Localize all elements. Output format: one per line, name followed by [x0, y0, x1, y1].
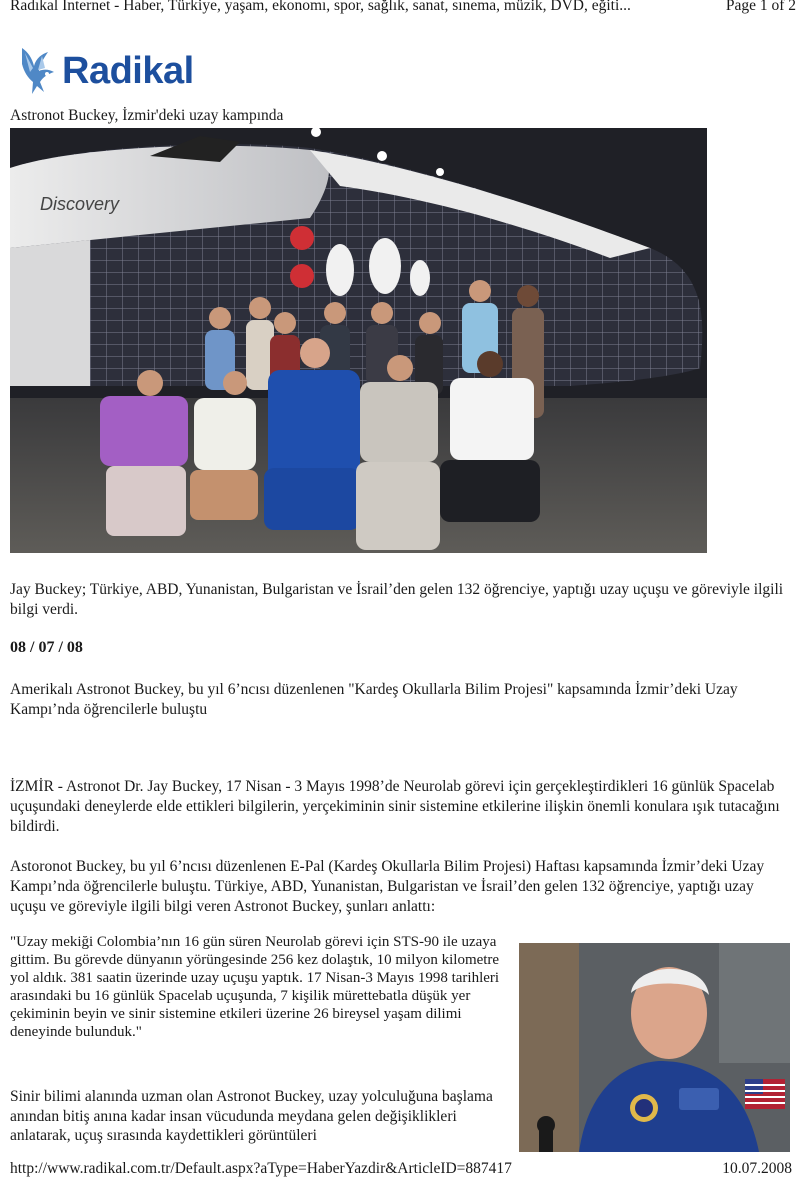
- logo-wordmark: Radikal: [62, 50, 194, 92]
- article-lead: Amerikalı Astronot Buckey, bu yıl 6’ncısı düzenlenen "Kardeş Okullarla Bilim Projesi" kapsamında İzmir’deki Uzay Kampı’nda öğrencilerle buluştu: [10, 681, 738, 718]
- astronaut-portrait-photo: [519, 943, 790, 1152]
- article-paragraph-2: Astoronot Buckey, bu yıl 6’ncısı düzenlenen E-Pal (Kardeş Okullarla Bilim Projesi) Haftası kapsamında İzmir’deki Uzay Kampı’nda öğrencilerle buluştu. Türkiye, ABD, Yunanistan, Bulgaristan ve İsrail’den gelen 132 öğrenciye, yaptığı uzay uçuşu ve göreviyle ilgili bilgi veren Astronot Buckey, şunları anlattı:: [10, 858, 765, 915]
- article-date: 08 / 07 / 08: [10, 639, 83, 656]
- photo-caption: Astronot Buckey, İzmir'deki uzay kampında: [10, 107, 284, 124]
- article-paragraph-3: Sinir bilimi alanında uzman olan Astronot Buckey, uzay yolculuğuna başlama anından bitiş anına kadar insan vücudunda meydana gelen değişiklikleri anlatarak, uçuş sırasında kaydettikleri görüntüleri: [10, 1088, 493, 1144]
- radikal-logo[interactable]: [18, 44, 238, 96]
- space-shuttle-group-photo: [10, 128, 707, 553]
- print-header-title: Radıkal Internet - Haber, Türkiye, yaşam, ekonomı, spor, sağlık, sanat, sınema, müzik, DVD, eğiti...: [10, 0, 631, 14]
- page-number: Page 1 of 2: [725, 0, 796, 14]
- footer-date: 10.07.2008: [722, 1160, 792, 1177]
- photo-summary: Jay Buckey; Türkiye, ABD, Yunanistan, Bulgaristan ve İsrail’den gelen 132 öğrenciye, yaptığı uzay uçuşu ve göreviyle ilgili bilgi verdi.: [10, 581, 784, 618]
- shuttle-name-label: Discovery: [40, 194, 120, 214]
- article-paragraph-1: İZMİR - Astronot Dr. Jay Buckey, 17 Nisan - 3 Mayıs 1998’de Neurolab görevi için gerçekleştirdikleri 16 günlük Spacelab uçuşundaki deneylerde elde ettikleri bilgilerin, yerçekiminin sinir sistemine etkilerine ilişkin önemli konulara ışık tutacağını bildirdi.: [10, 778, 780, 835]
- bird-logo-icon: [18, 44, 62, 96]
- astronaut-quote: "Uzay mekiği Colombia’nın 16 gün süren Neurolab görevi için STS-90 ile uzaya gittim. Bu görevde dünyanın yörüngesinde 256 kez dolaştık, 10 milyon kilometre yol aldık. 381 saatin üzerinde uzay uçuşu yaptık. 17 Nisan-3 Mayıs 1998 tarihleri arasındaki bu 16 günlük Spacelab uçuşunda, 7 kişilik mürettebatla düşük yer çekiminin beyin ve sinir sistemine etkileri üzerine 26 bireysel yaşam dilimi deneyinde bulunduk.": [10, 934, 500, 1040]
- footer-url: http://www.radikal.com.tr/Default.aspx?aType=HaberYazdir&ArticleID=887417: [10, 1160, 512, 1177]
